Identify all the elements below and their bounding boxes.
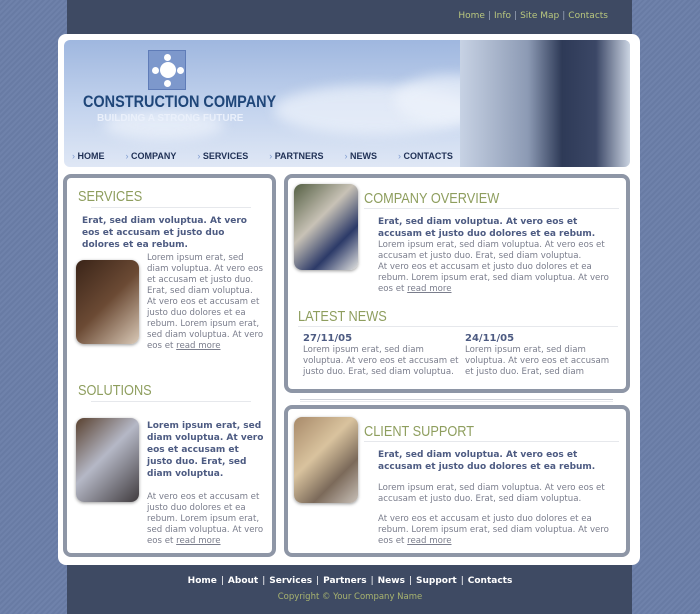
copyright: Copyright © Your Company Name [277,592,423,602]
overview-title: COMPANY OVERVIEW [364,190,500,207]
solutions-read-more[interactable]: read more [176,536,221,546]
footer-links: Home | About | Services | Partners | News | Support | Contacts [187,576,513,586]
support-lead: Erat, sed diam voluptua. At vero eos et accusam et justo duo dolores et ea rebum. [378,450,596,472]
support-read-more[interactable]: read more [407,536,452,546]
top-link-home[interactable]: Home [458,11,485,21]
overview-read-more[interactable]: read more [407,284,452,294]
overview-body: Lorem ipsum erat, sed diam voluptua. At vero eos et accusam et justo duo. Erat, sed diam voluptua. [378,240,605,261]
solutions-body: At vero eos et accusam et justo duo dolores et ea rebum. Lorem ipsum erat, sed diam voluptua. At vero eos et [147,492,264,546]
services-title: SERVICES [78,188,143,205]
news-title: LATEST NEWS [298,308,387,325]
company-name: CONSTRUCTION COMPANY [83,92,277,111]
nav-services[interactable]: › SERVICES [197,151,248,161]
footer-link-about[interactable]: About [227,576,259,586]
services-box [63,174,276,557]
top-links: Home | Info | Site Map | Contacts [458,11,608,21]
nav-partners[interactable]: › PARTNERS [269,151,323,161]
overview-lead: Erat, sed diam voluptua. At vero eos et accusam et justo duo dolores et ea rebum. [378,217,596,239]
overview-photo [294,184,358,270]
company-slogan: BUILDING A STRONG FUTURE [97,113,244,124]
footer-link-contacts[interactable]: Contacts [467,576,513,586]
nav-news[interactable]: › NEWS [345,151,378,161]
services-photo [76,260,139,344]
support-body2: At vero eos et accusam et justo duo dolores et ea rebum. Lorem ipsum erat, sed diam voluptua. At vero eos et [378,514,609,546]
news-text: Lorem ipsum erat, sed diam voluptua. At vero eos et accusam et justo duo. Erat, sed diam [465,345,610,377]
nav-company[interactable]: › COMPANY [126,151,177,161]
support-box [284,405,630,557]
top-link-sitemap[interactable]: Site Map [520,11,560,21]
business-people-photo [460,40,630,167]
top-link-contacts[interactable]: Contacts [568,11,608,21]
divider [300,399,613,402]
support-title: CLIENT SUPPORT [364,423,475,440]
nav-contacts[interactable]: › CONTACTS [398,151,453,161]
top-link-info[interactable]: Info [494,11,512,21]
overview-box [284,174,630,393]
footer-link-partners[interactable]: Partners [323,576,367,586]
main-nav [72,151,474,161]
solutions-lead: Lorem ipsum erat, sed diam voluptua. At vero eos et accusam et justo duo. Erat, sed diam voluptua. [147,421,264,479]
footer-link-news[interactable]: News [377,576,405,586]
news-item [465,333,610,378]
news-date: 24/11/05 [465,333,515,344]
footer-link-support[interactable]: Support [416,576,457,586]
services-lead: Erat, sed diam voluptua. At vero eos et accusam et justo duo dolores et ea rebum. [82,216,247,250]
services-body: Lorem ipsum erat, sed diam voluptua. At vero eos et accusam et justo duo. Erat, sed diam voluptua. [147,253,263,296]
footer-link-services[interactable]: Services [269,576,313,586]
support-body: Lorem ipsum erat, sed diam voluptua. At vero eos et accusam et justo duo. Erat, sed diam voluptua. [378,483,605,504]
overview-body2: At vero eos et accusam et justo duo dolores et ea rebum. Lorem ipsum erat, sed diam voluptua. At vero eos et [378,262,609,294]
footer-link-home[interactable]: Home [187,576,217,586]
news-date: 27/11/05 [303,333,353,344]
logo-icon [148,50,186,90]
header-banner [64,40,630,167]
solutions-photo [76,418,139,502]
nav-home[interactable]: › HOME [72,151,105,161]
solutions-title: SOLUTIONS [78,382,152,399]
news-text: Lorem ipsum erat, sed diam voluptua. At vero eos et accusam et justo duo. Erat, sed diam voluptua. [303,345,459,377]
services-body2: At vero eos et accusam et justo duo dolores et ea rebum. Lorem ipsum erat, sed diam voluptua. At vero eos et [147,297,264,351]
news-item [303,333,461,378]
support-photo [294,417,358,503]
services-read-more[interactable]: read more [176,341,221,351]
